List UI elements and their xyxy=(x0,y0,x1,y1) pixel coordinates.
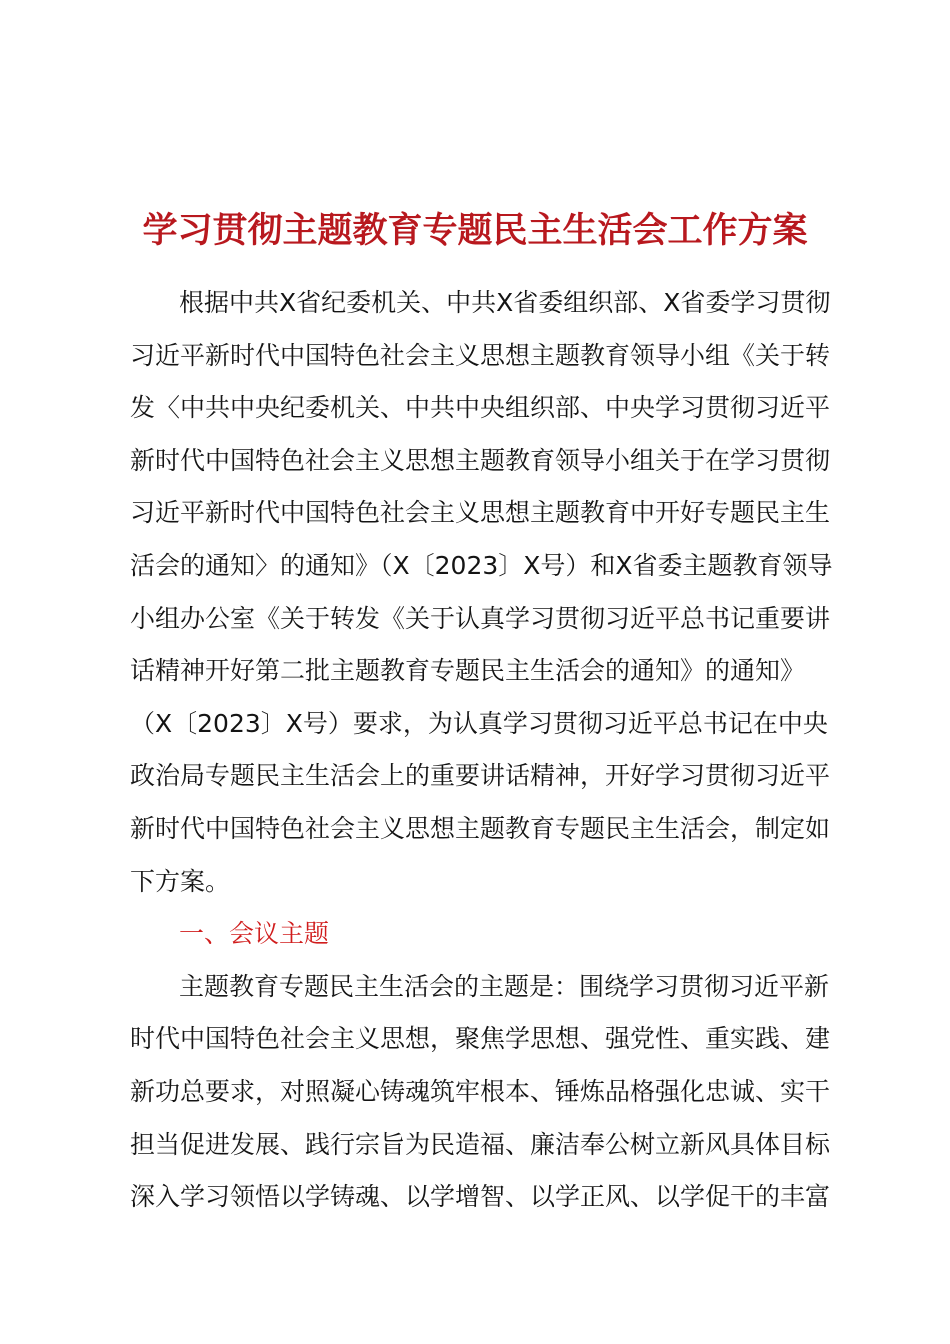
paragraph-line: 新时代中国特色社会主义思想主题教育专题民主生活会，制定如 xyxy=(130,813,831,843)
paragraph-line: 活会的通知〉的通知》（X〔2023〕X号）和X省委主题教育领导 xyxy=(130,550,833,580)
paragraph-line: 新功总要求，对照凝心铸魂筑牢根本、锤炼品格强化忠诚、实干 xyxy=(130,1076,831,1106)
section-heading: 一、会议主题 xyxy=(179,919,330,949)
paragraph-line: 习近平新时代中国特色社会主义思想主题教育领导小组《关于转 xyxy=(130,340,831,370)
paragraph-line: （X〔2023〕X号）要求，为认真学习贯彻习近平总书记在中央 xyxy=(130,708,828,738)
paragraph-line: 主题教育专题民主生活会的主题是：围绕学习贯彻习近平新 xyxy=(179,971,830,1001)
paragraph-line: 话精神开好第二批主题教育专题民主生活会的通知》的通知》 xyxy=(130,656,806,686)
paragraph-line: 下方案。 xyxy=(130,866,231,896)
paragraph-line: 发〈中共中央纪委机关、中共中央组织部、中央学习贯彻习近平 xyxy=(130,393,831,423)
paragraph-line: 小组办公室《关于转发《关于认真学习贯彻习近平总书记重要讲 xyxy=(130,603,831,633)
document-title: 学习贯彻主题教育专题民主生活会工作方案 xyxy=(142,211,808,251)
paragraph-line: 时代中国特色社会主义思想，聚焦学思想、强党性、重实践、建 xyxy=(130,1024,831,1054)
paragraph-line: 习近平新时代中国特色社会主义思想主题教育中开好专题民主生 xyxy=(130,498,831,528)
intro-paragraph xyxy=(130,277,850,1224)
paragraph-line: 深入学习领悟以学铸魂、以学增智、以学正风、以学促干的丰富 xyxy=(130,1182,831,1212)
paragraph-line: 新时代中国特色社会主义思想主题教育领导小组关于在学习贯彻 xyxy=(130,445,831,475)
paragraph-line: 担当促进发展、践行宗旨为民造福、廉洁奉公树立新风具体目标 xyxy=(130,1129,831,1159)
paragraph-line: 政治局专题民主生活会上的重要讲话精神，开好学习贯彻习近平 xyxy=(130,761,831,791)
paragraph-line: 根据中共X省纪委机关、中共X省委组织部、X省委学习贯彻 xyxy=(179,288,831,317)
